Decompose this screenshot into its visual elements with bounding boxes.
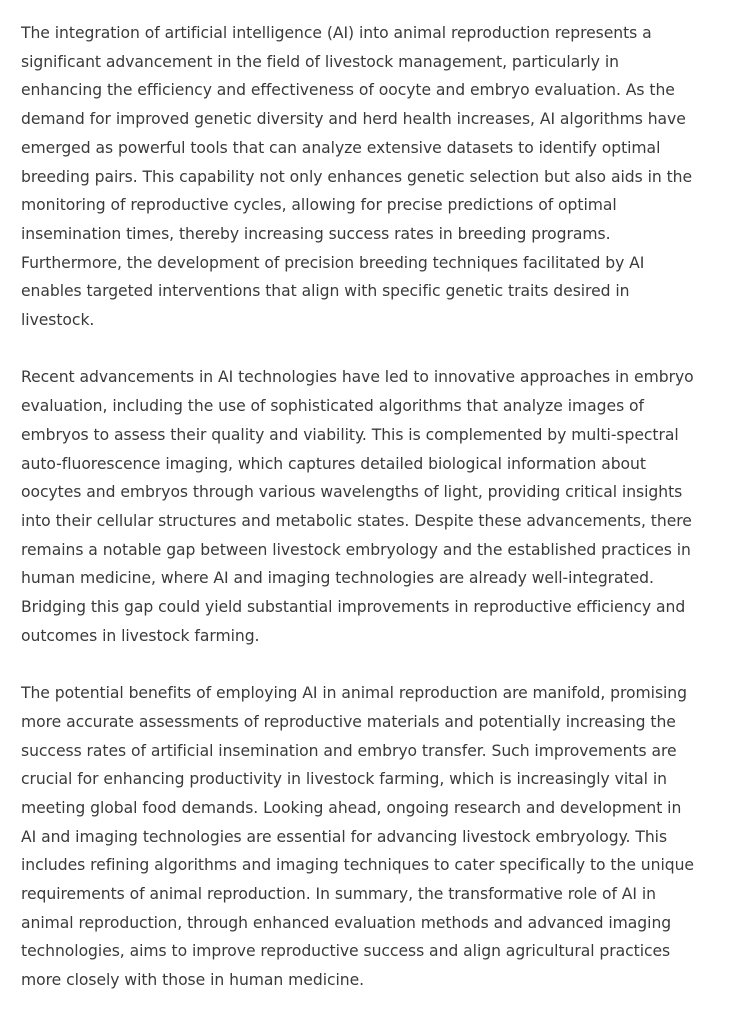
- article-paragraph-1: The integration of artificial intelligence (AI) into animal reproduction represents a significant advancement in the field of livestock management, particularly in enhancing the efficiency and effectiveness of oocyte and embryo evaluation. As the demand for improved genetic diversity and herd health increases, AI algorithms have emerged as powerful tools that can analyze extensive datasets to identify optimal breeding pairs. This capability not only enhances genetic selection but also aids in the monitoring of reproductive cycles, allowing for precise predictions of optimal insemination times, thereby increasing success rates in breeding programs. Furthermore, the development of precision breeding techniques facilitated by AI enables targeted interventions that align with specific genetic traits desired in livestock.: [21, 24, 693, 330]
- article-paragraph-3: The potential benefits of employing AI in animal reproduction are manifold, promising more accurate assessments of reproductive materials and potentially increasing the success rates of artificial insemination and embryo transfer. Such improvements are crucial for enhancing productivity in livestock farming, which is increasingly vital in meeting global food demands. Looking ahead, ongoing research and development in AI and imaging technologies are essential for advancing livestock embryology. This includes refining algorithms and imaging techniques to cater specifically to the unique requirements of animal reproduction. In summary, the transformative role of AI in animal reproduction, through enhanced evaluation methods and advanced imaging technologies, aims to improve reproductive success and align agricultural practices more closely with those in human medicine.: [21, 684, 694, 990]
- article-paragraph-2: Recent advancements in AI technologies have led to innovative approaches in embryo evaluation, including the use of sophisticated algorithms that analyze images of embryos to assess their quality and viability. This is complemented by multi-spectral auto-fluorescence imaging, which captures detailed biological information about oocytes and embryos through various wavelengths of light, providing critical insights into their cellular structures and metabolic states. Despite these advancements, there remains a notable gap between livestock embryology and the established practices in human medicine, where AI and imaging technologies are already well-integrated. Bridging this gap could yield substantial improvements in reproductive efficiency and outcomes in livestock farming.: [21, 368, 694, 645]
- article-body: [21, 19, 701, 995]
